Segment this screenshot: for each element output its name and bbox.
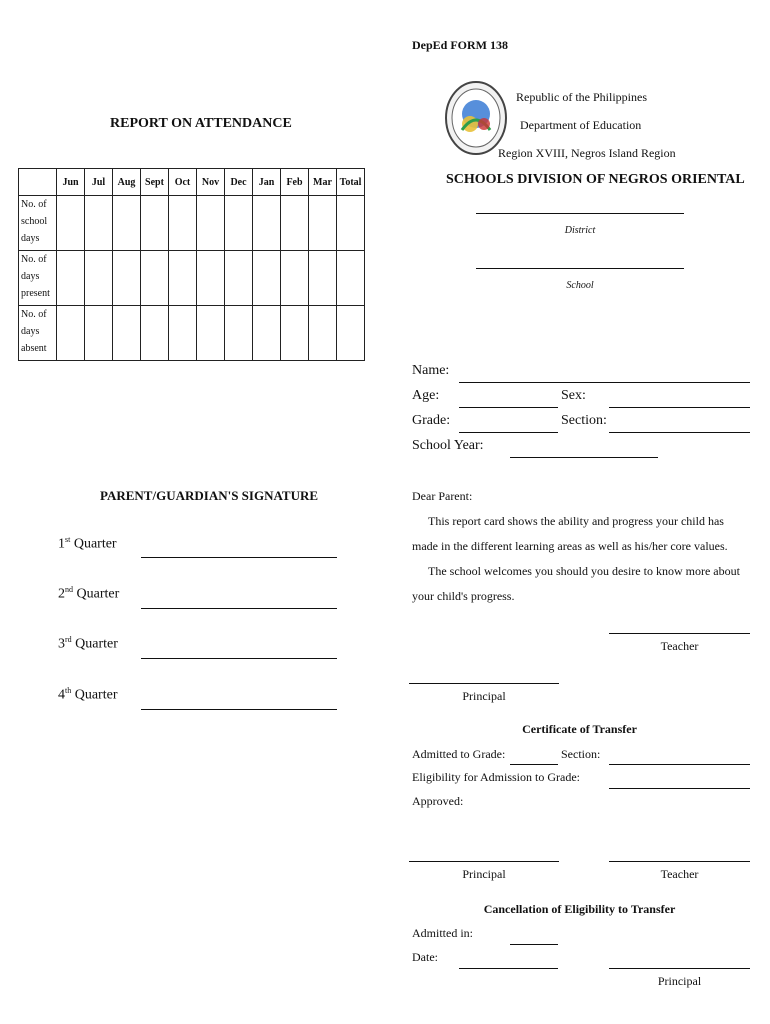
- transfer-teacher-line[interactable]: [609, 861, 750, 862]
- district-line[interactable]: [476, 213, 684, 214]
- letter-salutation: Dear Parent:: [412, 489, 473, 503]
- attendance-cell[interactable]: [57, 196, 85, 251]
- transfer-principal-line[interactable]: [409, 861, 559, 862]
- letter-line: The school welcomes you should you desire to know more about: [428, 564, 740, 578]
- grade-field[interactable]: [459, 432, 558, 433]
- month-header: Aug: [113, 169, 141, 196]
- teacher-signature-line[interactable]: [609, 633, 750, 634]
- attendance-cell[interactable]: [85, 251, 113, 306]
- date-label: Date:: [412, 950, 438, 964]
- transfer-title: Certificate of Transfer: [522, 722, 637, 736]
- quarter-3-signature-line[interactable]: [141, 658, 337, 659]
- transfer-teacher-label: Teacher: [660, 867, 699, 881]
- corner-cell: [19, 169, 57, 196]
- cancellation-title: Cancellation of Eligibility to Transfer: [483, 902, 676, 916]
- month-header: Jan: [253, 169, 281, 196]
- attendance-cell[interactable]: [197, 251, 225, 306]
- school-year-field[interactable]: [510, 457, 658, 458]
- school-label: School: [566, 280, 594, 291]
- admitted-in-label: Admitted in:: [412, 926, 473, 940]
- attendance-cell[interactable]: [225, 251, 253, 306]
- division-title: SCHOOLS DIVISION OF NEGROS ORIENTAL: [446, 172, 745, 187]
- month-header: Oct: [169, 169, 197, 196]
- month-header: Mar: [309, 169, 337, 196]
- eligibility-field[interactable]: [609, 788, 750, 789]
- attendance-cell[interactable]: [113, 196, 141, 251]
- month-header: Jul: [85, 169, 113, 196]
- name-label: Name:: [412, 363, 450, 378]
- attendance-cell[interactable]: [113, 251, 141, 306]
- republic-text: Republic of the Philippines: [516, 90, 647, 104]
- signature-title: PARENT/GUARDIAN'S SIGNATURE: [100, 488, 319, 503]
- month-header: Feb: [281, 169, 309, 196]
- attendance-cell[interactable]: [337, 251, 365, 306]
- attendance-cell[interactable]: [197, 306, 225, 361]
- quarter-label: 2nd Quarter: [58, 585, 120, 602]
- row-label: No. of days present: [19, 251, 57, 306]
- quarter-label: 3rd Quarter: [58, 635, 118, 652]
- month-header: Jun: [57, 169, 85, 196]
- month-header: Nov: [197, 169, 225, 196]
- principal-signature-line[interactable]: [409, 683, 559, 684]
- month-header: Sept: [141, 169, 169, 196]
- section-field[interactable]: [609, 432, 750, 433]
- row-label: No. of school days: [19, 196, 57, 251]
- attendance-cell[interactable]: [309, 251, 337, 306]
- attendance-cell[interactable]: [169, 306, 197, 361]
- school-line[interactable]: [476, 268, 684, 269]
- sex-field[interactable]: [609, 407, 750, 408]
- grade-label: Grade:: [412, 413, 451, 428]
- date-field[interactable]: [459, 968, 558, 969]
- attendance-cell[interactable]: [337, 196, 365, 251]
- district-label: District: [564, 225, 596, 236]
- cancellation-principal-line[interactable]: [609, 968, 750, 969]
- attendance-cell[interactable]: [169, 196, 197, 251]
- attendance-cell[interactable]: [253, 251, 281, 306]
- quarter-1-signature-line[interactable]: [141, 557, 337, 558]
- attendance-cell[interactable]: [225, 196, 253, 251]
- attendance-header-row: [19, 169, 365, 196]
- month-header: Dec: [225, 169, 253, 196]
- attendance-cell[interactable]: [169, 251, 197, 306]
- quarter-label: 4th Quarter: [58, 686, 118, 703]
- letter-line: This report card shows the ability and progress your child has: [428, 514, 724, 528]
- attendance-cell[interactable]: [57, 251, 85, 306]
- teacher-label: Teacher: [660, 639, 699, 653]
- transfer-section-field[interactable]: [609, 764, 750, 765]
- age-field[interactable]: [459, 407, 558, 408]
- admitted-in-field[interactable]: [510, 944, 558, 945]
- transfer-principal-label: Principal: [462, 867, 506, 881]
- attendance-cell[interactable]: [197, 196, 225, 251]
- quarter-4-signature-line[interactable]: [141, 709, 337, 710]
- table-row: [19, 306, 365, 361]
- section-label: Section:: [561, 413, 607, 428]
- principal-label: Principal: [462, 689, 506, 703]
- attendance-cell[interactable]: [141, 251, 169, 306]
- department-text: Department of Education: [520, 118, 642, 132]
- sex-label: Sex:: [561, 388, 586, 403]
- quarter-label: 1st Quarter: [58, 535, 117, 552]
- attendance-cell[interactable]: [85, 196, 113, 251]
- quarter-2-signature-line[interactable]: [141, 608, 337, 609]
- letter-line: made in the different learning areas as well as his/her core values.: [412, 539, 728, 553]
- school-year-label: School Year:: [412, 438, 484, 453]
- attendance-cell[interactable]: [253, 306, 281, 361]
- admitted-grade-field[interactable]: [510, 764, 558, 765]
- attendance-cell[interactable]: [281, 306, 309, 361]
- letter-line: your child's progress.: [412, 589, 515, 603]
- row-label: No. of days absent: [19, 306, 57, 361]
- age-label: Age:: [412, 388, 440, 403]
- attendance-cell[interactable]: [113, 306, 141, 361]
- transfer-section-label: Section:: [561, 747, 601, 761]
- attendance-cell[interactable]: [57, 306, 85, 361]
- eligibility-label: Eligibility for Admission to Grade:: [412, 770, 580, 784]
- attendance-cell[interactable]: [281, 196, 309, 251]
- attendance-title: REPORT ON ATTENDANCE: [110, 116, 292, 131]
- region-text: Region XVIII, Negros Island Region: [498, 146, 676, 160]
- table-row: [19, 196, 365, 251]
- admitted-grade-label: Admitted to Grade:: [412, 747, 506, 761]
- attendance-cell[interactable]: [225, 306, 253, 361]
- cancellation-principal-label: Principal: [657, 974, 702, 988]
- attendance-cell[interactable]: [141, 306, 169, 361]
- attendance-cell[interactable]: [85, 306, 113, 361]
- table-row: [19, 251, 365, 306]
- attendance-cell[interactable]: [337, 306, 365, 361]
- attendance-cell[interactable]: [141, 196, 169, 251]
- attendance-cell[interactable]: [281, 251, 309, 306]
- attendance-cell[interactable]: [309, 196, 337, 251]
- form-id: DepEd FORM 138: [412, 38, 508, 52]
- name-field[interactable]: [459, 382, 750, 383]
- approved-label: Approved:: [412, 794, 464, 808]
- deped-seal-logo: [444, 80, 508, 156]
- month-header: Total: [337, 169, 365, 196]
- attendance-cell[interactable]: [309, 306, 337, 361]
- attendance-table: [18, 168, 365, 361]
- attendance-cell[interactable]: [253, 196, 281, 251]
